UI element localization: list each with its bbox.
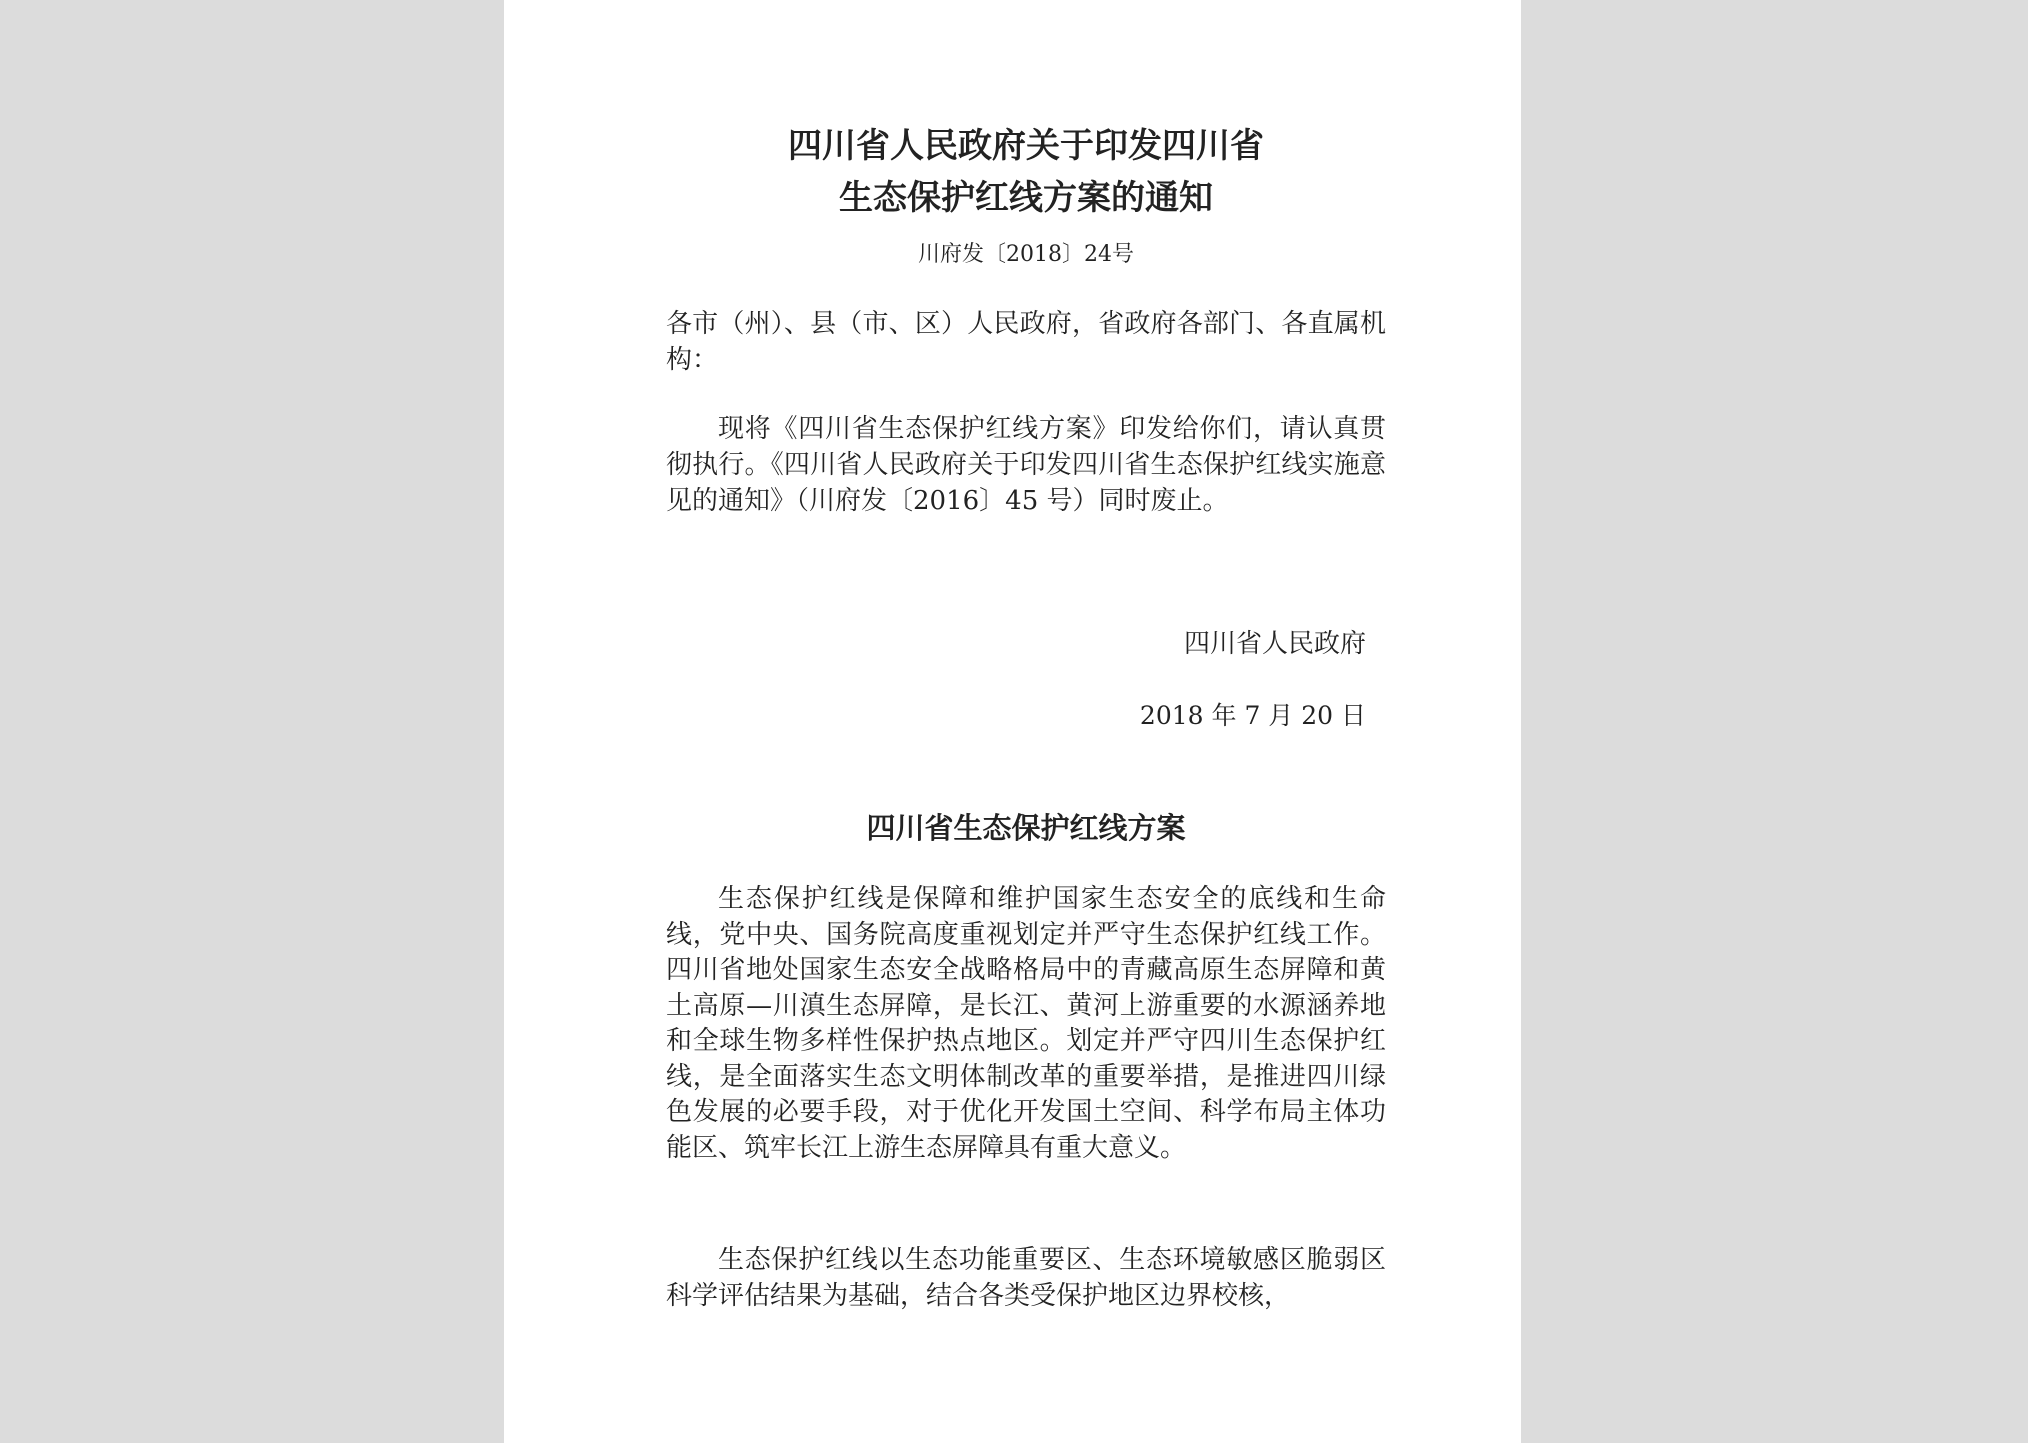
addressee: 各市（州）、县（市、区）人民政府，省政府各部门、各直属机构：: [666, 309, 1386, 375]
document-title: [666, 120, 1386, 224]
body-paragraph-1: 生态保护红线是保障和维护国家生态安全的底线和生命线，党中央、国务院高度重视划定并严守生态保护红线工作。四川省地处国家生态安全战略格局中的青藏高原生态屏障和黄土高原—川滇生态屏障，是长江、黄河上游重要的水源涵养地和全球生物多样性保护热点地区。划定并严守四川生态保护红线，是全面落实生态文明体制改革的重要举措，是推进四川绿色发展的必要手段，对于优化开发国土空间、科学布局主体功能区、筑牢长江上游生态屏障具有重大意义。: [666, 884, 1386, 1163]
document-title-line-1: 四川省人民政府关于印发四川省: [788, 126, 1264, 166]
body-paragraph-2: 生态保护红线以生态功能重要区、生态环境敏感区脆弱区科学评估结果为基础，结合各类受保护地区边界校核，: [666, 1245, 1386, 1311]
notice-paragraph: 现将《四川省生态保护红线方案》印发给你们，请认真贯彻执行。《四川省人民政府关于印发四川省生态保护红线实施意见的通知》（川府发〔2016〕45 号）同时废止。: [666, 414, 1386, 516]
document-page: [504, 0, 1521, 1443]
attachment-title: 四川省生态保护红线方案: [866, 811, 1186, 845]
document-title-line-2: 生态保护红线方案的通知: [839, 178, 1213, 218]
signature-organization: 四川省人民政府: [1183, 629, 1366, 659]
document-number: 川府发〔2018〕24号: [918, 242, 1134, 267]
signature-date: 2018 年 7 月 20 日: [1139, 701, 1366, 730]
